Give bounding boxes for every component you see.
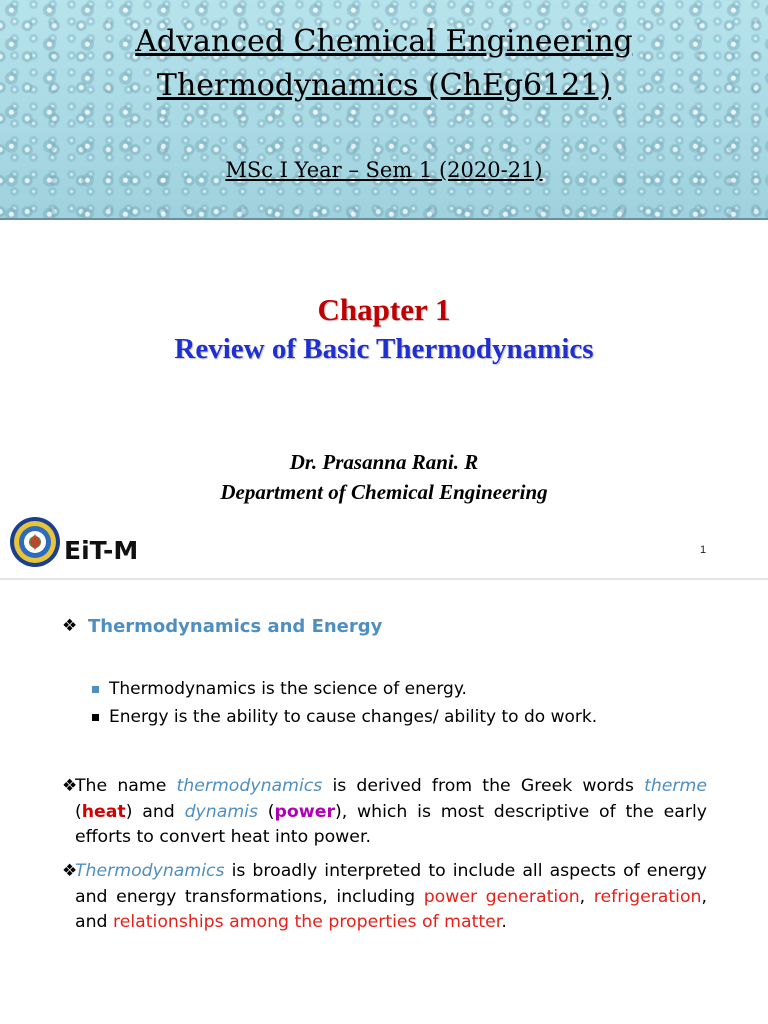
keyword-thermodynamics: thermodynamics: [176, 776, 323, 796]
page-number: 1: [700, 544, 707, 556]
department-name: Department of Chemical Engineering: [220, 480, 548, 504]
logo-text: EiT-M: [64, 536, 139, 565]
square-bullet-icon: [92, 686, 99, 693]
text-run: ) and: [125, 801, 185, 822]
course-title-line1: Advanced Chemical Engineering: [135, 24, 633, 59]
square-bullet-icon: [92, 714, 99, 721]
paragraph-scope: [75, 859, 707, 936]
text-run: ,: [579, 886, 594, 907]
text-run: is broadly interpreted to include all aspects of energy and energy transformations, including: [75, 861, 707, 907]
author-name: Dr. Prasanna Rani. R: [289, 450, 479, 474]
text-run: ), which is most descriptive of the early efforts to convert heat into power.: [75, 801, 707, 847]
chapter-title: Review of Basic Thermodynamics: [174, 333, 594, 365]
course-title-line2: Thermodynamics (ChEg6121): [156, 68, 612, 103]
text-run: (: [257, 801, 275, 822]
keyword-heat: heat: [81, 801, 126, 822]
title-banner: [0, 0, 768, 220]
university-logo: [9, 516, 61, 568]
chapter-number: Chapter 1: [317, 292, 451, 327]
content-slide: [0, 580, 768, 1024]
text-run: .: [501, 912, 507, 932]
text-run: The name: [75, 776, 177, 796]
keyword-thermodynamics: Thermodynamics: [75, 861, 225, 881]
keyword-properties-of-matter: relationships among the properties of matter: [113, 912, 502, 932]
paragraph-etymology: [75, 774, 707, 851]
diamond-bullet-icon: ❖: [62, 776, 78, 796]
diamond-bullet-icon: ❖: [62, 861, 78, 881]
bullet-item-1: Thermodynamics is the science of energy.: [109, 679, 467, 699]
text-run: (: [75, 801, 82, 822]
keyword-refrigeration: refrigeration: [593, 886, 702, 907]
course-subtitle: MSc I Year – Sem 1 (2020-21): [225, 158, 543, 182]
keyword-dynamis: dynamis: [184, 801, 258, 822]
keyword-power-generation: power generation: [423, 886, 580, 907]
diamond-bullet-icon: ❖: [62, 616, 78, 636]
bullet-item-2: Energy is the ability to cause changes/ ability to do work.: [109, 707, 598, 727]
text-run: , and: [75, 886, 707, 932]
keyword-therme: therme: [644, 776, 707, 796]
section-heading: Thermodynamics and Energy: [88, 616, 383, 637]
keyword-power: power: [274, 801, 335, 822]
text-run: is derived from the Greek words: [322, 776, 645, 796]
